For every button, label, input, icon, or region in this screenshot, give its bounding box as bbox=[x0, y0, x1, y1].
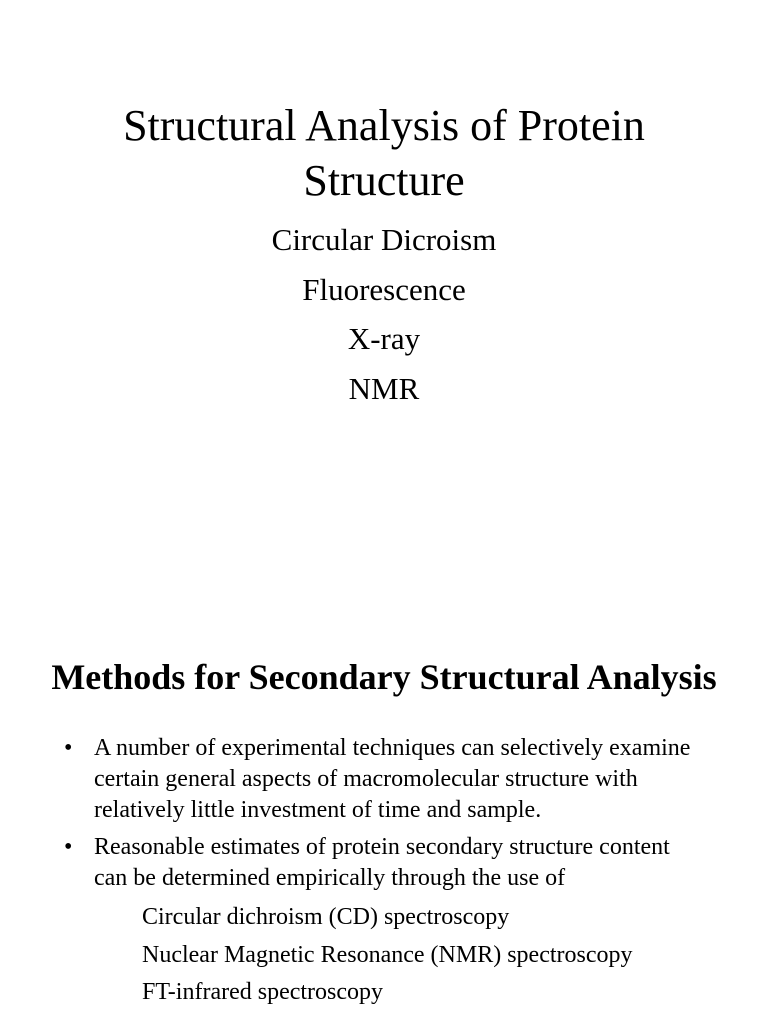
bullet-item bbox=[0, 733, 694, 826]
methods-list bbox=[0, 218, 768, 416]
slide-title-line-2: Structure bbox=[303, 156, 465, 205]
bullet-text: A number of experimental techniques can selectively examine certain general aspects of macromolecular structure with relatively little investment of time and sample. bbox=[94, 735, 691, 823]
slide-title bbox=[0, 98, 768, 208]
slide-title-line-1: Structural Analysis of Protein bbox=[123, 101, 645, 150]
bullet-text: Reasonable estimates of protein secondary structure content can be determined empirically through the use of bbox=[94, 834, 670, 891]
method-item: Circular Dicroism bbox=[271, 222, 497, 257]
subitem: Circular dichroism (CD) spectroscopy bbox=[142, 904, 510, 930]
method-item: Fluorescence bbox=[302, 271, 466, 307]
bullet-list bbox=[0, 733, 768, 1012]
method-item: X-ray bbox=[347, 321, 421, 356]
subitem: FT-infrared spectroscopy bbox=[142, 979, 384, 1005]
subitem: Nuclear Magnetic Resonance (NMR) spectroscopy bbox=[142, 941, 633, 968]
bullet-item bbox=[0, 832, 694, 894]
method-item: NMR bbox=[348, 370, 420, 406]
bullet-icon: • bbox=[64, 735, 73, 761]
subitem-list bbox=[0, 899, 768, 1012]
bullet-icon: • bbox=[64, 834, 73, 860]
section-heading: Methods for Secondary Structural Analysis bbox=[51, 657, 717, 697]
